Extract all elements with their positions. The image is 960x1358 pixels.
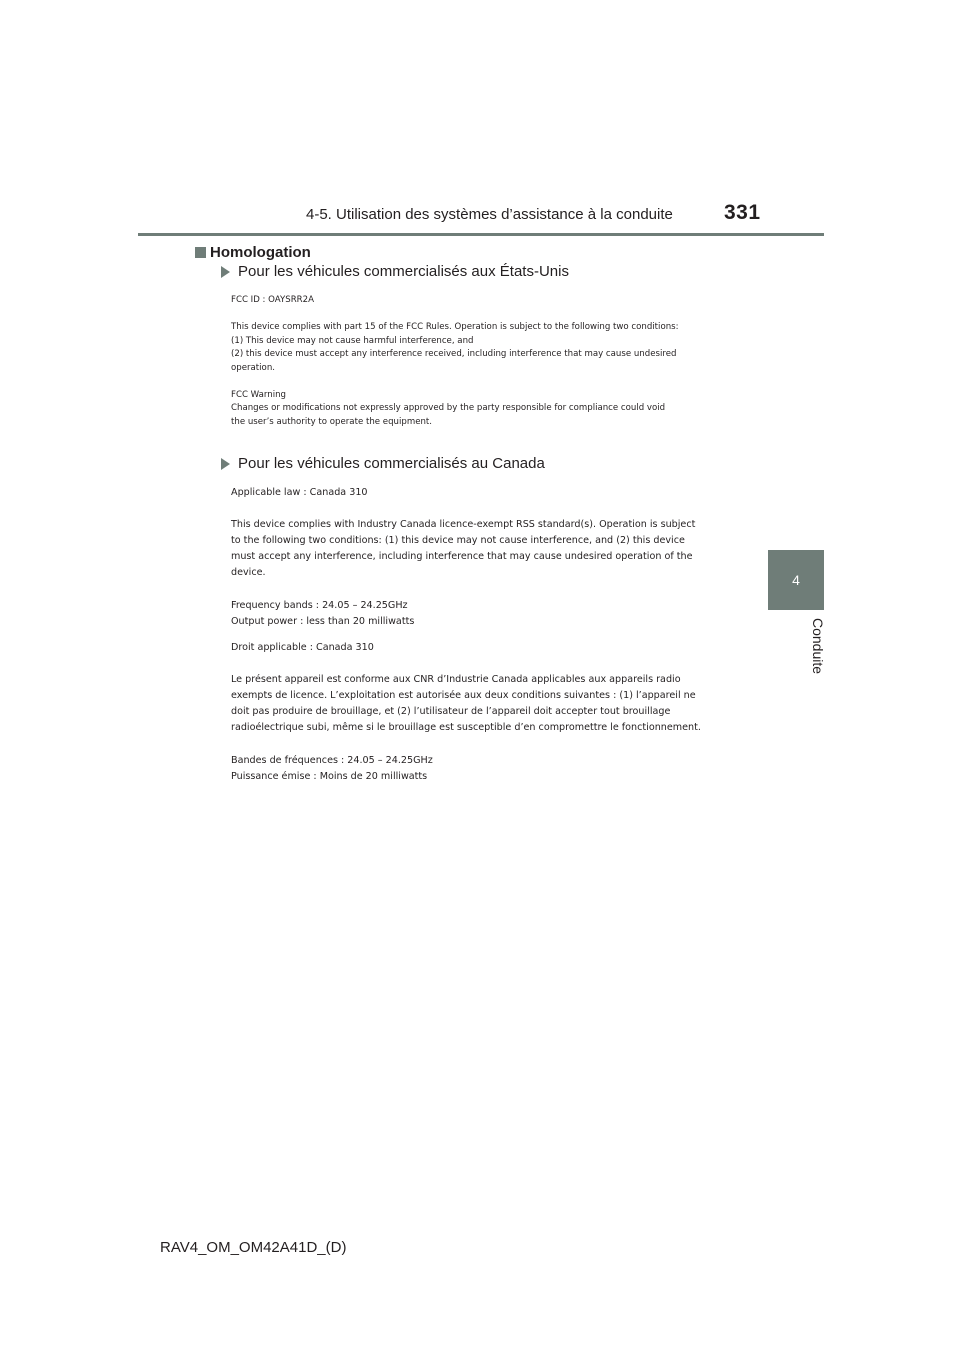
notice-line: operation. — [231, 362, 275, 373]
notice-line: Changes or modifications not expressly approved by the party responsible for compliance could void — [231, 403, 666, 413]
notice-line: FCC Warning — [231, 389, 287, 400]
canada-notice-french — [231, 640, 701, 785]
notice-line: Le présent appareil est conforme aux CNR d’Industrie Canada applicables aux appareils radio — [231, 674, 681, 686]
fcc-notice — [231, 294, 679, 429]
header-divider — [138, 233, 824, 236]
subheading-us-text: Pour les véhicules commercialisés aux États-Unis — [238, 263, 569, 280]
subheading-us — [221, 263, 569, 280]
notice-line: radioélectrique subi, même si le brouillage est susceptible d’en compromettre le fonctionnement. — [231, 722, 701, 734]
notice-line: exempts de licence. L’exploitation est autorisée aux deux conditions suivantes : (1) l’appareil ne — [231, 690, 696, 702]
triangle-bullet-icon — [221, 266, 230, 278]
notice-line: Frequency bands : 24.05 – 24.25GHz — [231, 599, 408, 611]
notice-line: (1) This device may not cause harmful interference, and — [231, 335, 474, 346]
document-code: RAV4_OM_OM42A41D_(D) — [160, 1239, 347, 1256]
section-heading — [195, 244, 311, 261]
notice-line: (2) this device must accept any interference received, including interference that may cause undesired — [231, 349, 677, 359]
notice-line: must accept any interference, including interference that may cause undesired operation of the — [231, 551, 693, 563]
notice-line: Output power : less than 20 milliwatts — [231, 615, 415, 627]
subheading-canada — [221, 455, 545, 472]
notice-line: Puissance émise : Moins de 20 milliwatts — [231, 770, 428, 782]
header-title: 4-5. Utilisation des systèmes d’assistance à la conduite — [306, 206, 673, 223]
notice-line: Applicable law : Canada 310 — [231, 487, 368, 498]
chapter-tab — [768, 550, 824, 610]
chapter-number: 4 — [792, 572, 800, 588]
page-number: 331 — [724, 201, 761, 224]
notice-line: to the following two conditions: (1) this device may not cause interference, and (2) this device — [231, 535, 685, 547]
notice-line: Bandes de fréquences : 24.05 – 24.25GHz — [231, 754, 433, 766]
notice-line: This device complies with part 15 of the FCC Rules. Operation is subject to the following two conditions: — [231, 322, 679, 332]
notice-line: Droit applicable : Canada 310 — [231, 642, 374, 653]
notice-line: the user’s authority to operate the equipment. — [231, 416, 433, 427]
notice-line: This device complies with Industry Canada licence-exempt RSS standard(s). Operation is subject — [231, 519, 696, 531]
notice-line: doit pas produire de brouillage, et (2) l’utilisateur de l’appareil doit accepter tout brouillage — [231, 706, 671, 718]
square-bullet-icon — [195, 247, 206, 258]
notice-line: FCC ID : OAYSRR2A — [231, 295, 315, 305]
section-heading-text: Homologation — [210, 244, 311, 261]
subheading-canada-text: Pour les véhicules commercialisés au Canada — [238, 455, 545, 472]
notice-line: device. — [231, 567, 266, 579]
canada-notice-english — [231, 485, 695, 630]
chapter-label: Conduite — [810, 618, 826, 675]
triangle-bullet-icon — [221, 458, 230, 470]
